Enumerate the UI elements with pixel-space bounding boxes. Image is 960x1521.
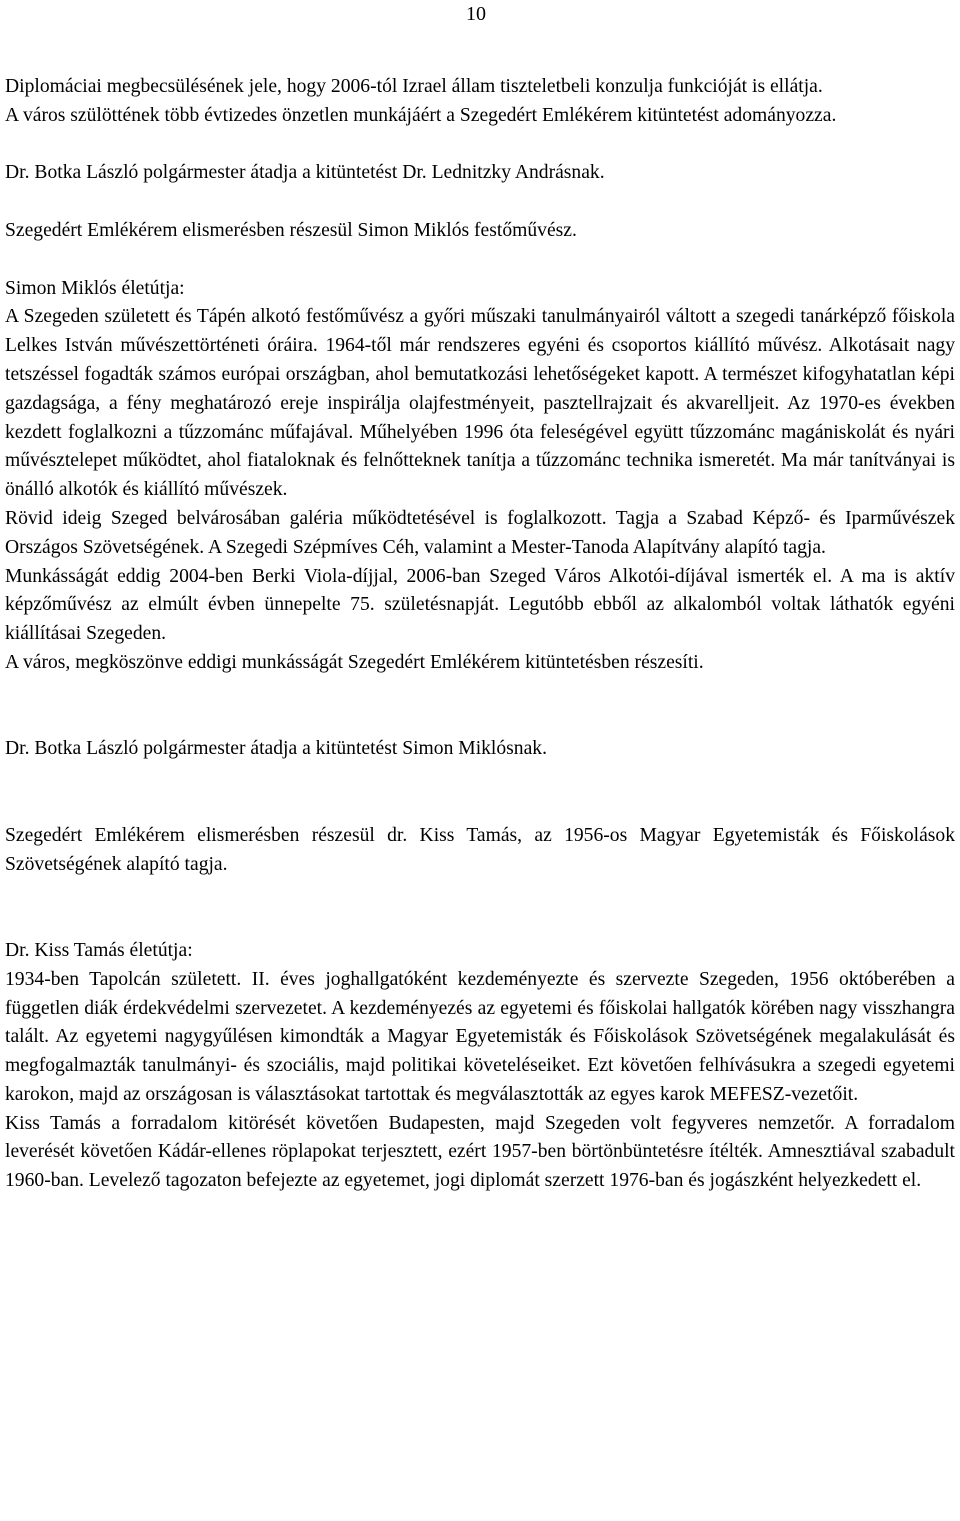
spacer (5, 879, 955, 937)
heading-simon-biography: Simon Miklós életútja: (5, 277, 185, 299)
spacer (5, 764, 955, 822)
paragraph-simon-award: A város, megköszönve eddigi munkásságát Szegedért Emlékérem kitüntetésben részesíti. (5, 651, 704, 673)
spacer (5, 188, 955, 217)
spacer (5, 246, 955, 275)
paragraph-award-simon: Szegedért Emlékérem elismerésben részesül Simon Miklós festőművész. (5, 219, 577, 241)
page-number: 10 (466, 3, 486, 25)
paragraph-diplomatic: Diplomáciai megbecsülésének jele, hogy 2006-tól Izrael állam tiszteletbeli konzulja funkcióját is ellátja. (5, 76, 823, 97)
spacer (5, 131, 955, 160)
paragraph-simon-bio-2: Rövid ideig Szeged belvárosában galéria működtetésével is foglalkozott. Tagja a Szabad Képző- és Iparművészek Országos Szövetségének. A Szegedi Szépmíves Céh, valamint a Mester-Tanoda Alapítvány alapító tagja. (5, 507, 955, 558)
document-body (5, 73, 955, 1196)
paragraph-award-kiss: Szegedért Emlékérem elismerésben részesül dr. Kiss Tamás, az 1956-os Magyar Egyetemisták és Főiskolások Szövetségének alapító tagja. (5, 824, 955, 875)
heading-kiss-biography: Dr. Kiss Tamás életútja: (5, 939, 193, 961)
paragraph-presentation-simon: Dr. Botka László polgármester átadja a kitüntetést Simon Miklósnak. (5, 738, 547, 760)
spacer (5, 678, 955, 736)
paragraph-kiss-bio-2: Kiss Tamás a forradalom kitörését követően Budapesten, majd Szegeden volt fegyveres nemzetőr. A forradalom leverését követően Kádár-ellenes röplapokat terjesztett, ezért 1957-ben börtönbüntetésre ítélték. Amnesztiával szabadult 1960-ban. Levelező tagozaton befejezte az egyetemet, jogi diplomát szerzett 1976-ban és jogászként helyezkedett el. (5, 1112, 955, 1192)
paragraph-kiss-bio-1: 1934-ben Tapolcán született. II. éves joghallgatóként kezdeményezte és szervezte Szegeden, 1956 októberében a független diák érdekvédelmi szervezetet. A kezdeményezés az egyetemi és főiskolai hallgatók körében nagy visszhangra talált. Az egyetemi nagygyűlésen kimondták a Magyar Egyetemisták és Főiskolások Szövetségének megalakulását és megfogalmazták tanulmányi- és szociális, majd politikai követeléseiket. Ezt követően felhívásukra a szegedi egyetemi karokon, majd az országosan is választásokat tartottak és megválasztották az egyes karok MEFESZ-vezetőit. (5, 968, 955, 1105)
paragraph-simon-bio-1: A Szegeden született és Tápén alkotó festőművész a győri műszaki tanulmányairól váltott a szegedi tanárképző főiskola Lelkes István művészettörténeti óráira. 1964-től már rendszeres egyéni és csoportos kiállító művész. Alkotásait nagy tetszéssel fogadták számos európai országban, ahol bemutatkozási lehetőségeket kapott. A természet kifogyhatatlan képi gazdagsága, a fény meghatározó ereje inspirálja olajfestményeit, pasztellrajzait és akvarelljeit. Az 1970-es években kezdett foglalkozni a tűzzománc műfajával. Műhelyében 1996 óta feleségével együtt tűzzománc magániskolát és nyári művésztelepet működtet, ahol fiataloknak és felnőtteknek tanítja a tűzzománc technika ismeretét. Ma már tanítványai is önálló alkotók és kiállító művészek. (5, 306, 955, 501)
paragraph-presentation-lednitzky: Dr. Botka László polgármester átadja a kitüntetést Dr. Lednitzky Andrásnak. (5, 162, 605, 184)
paragraph-award-reason: A város szülöttének több évtizedes önzetlen munkájáért a Szegedért Emlékérem kitüntetést adományozza. (5, 104, 837, 126)
paragraph-simon-bio-3: Munkásságát eddig 2004-ben Berki Viola-díjjal, 2006-ban Szeged Város Alkotói-díjával ismerték el. A ma is aktív képzőművész az elmúlt évben ünnepelte 75. születésnapját. Legutóbb ebből az alkalomból voltak láthatók egyéni kiállításai Szegeden. (5, 565, 955, 645)
